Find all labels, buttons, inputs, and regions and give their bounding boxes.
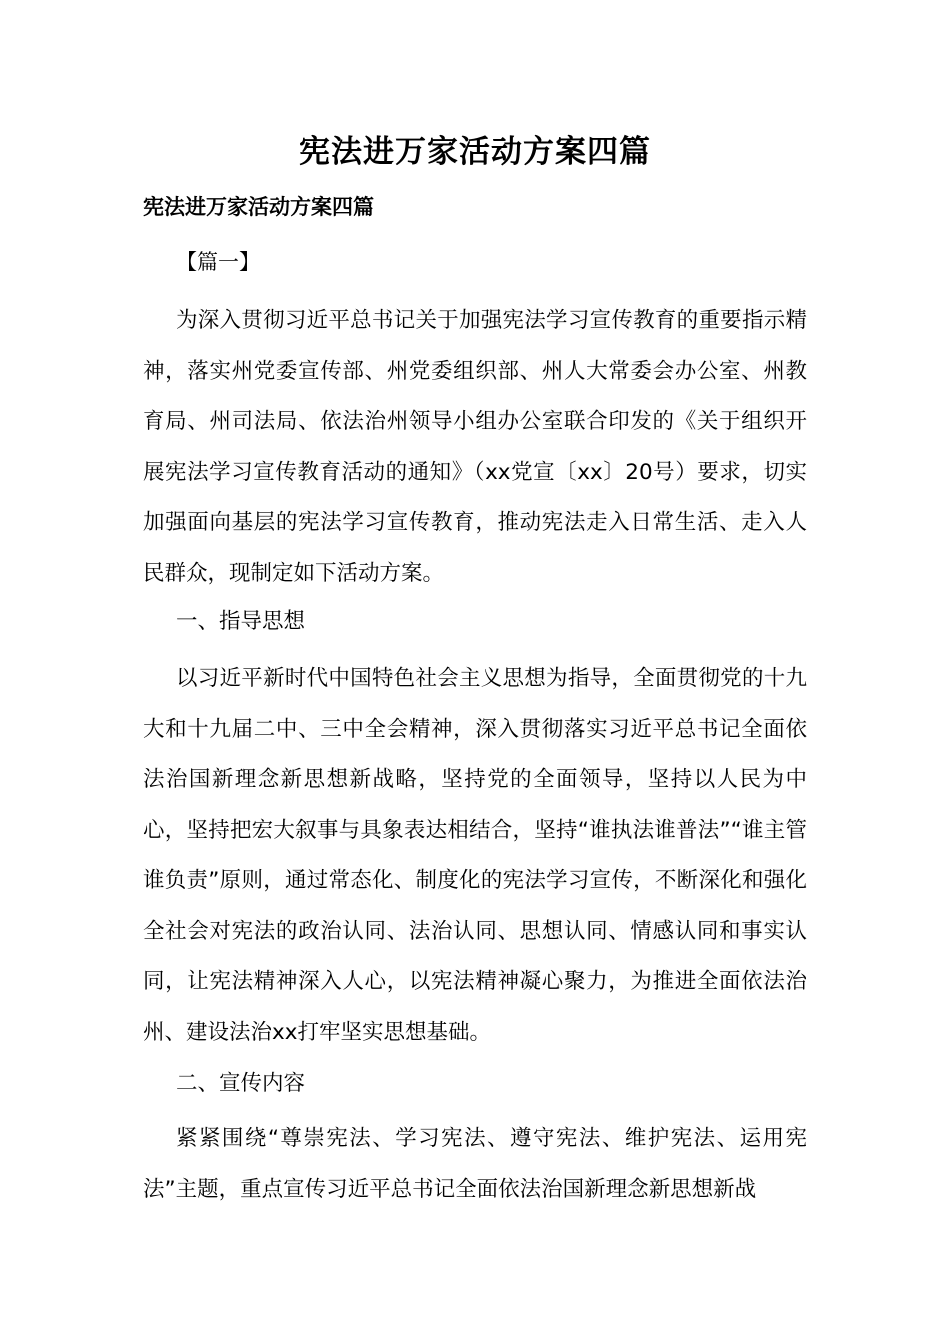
paragraph-intro: 为深入贯彻习近平总书记关于加强宪法学习宣传教育的重要指示精神，落实州党委宣传部、州党委组织部、州人大常委会办公室、州教育局、州司法局、依法治州领导小组办公室联合印发的《关于组织开展宪法学习宣传教育活动的通知》（xx党宣〔xx〕20号）要求，切实加强面向基层的宪法学习宣传教育，推动宪法走入日常生活、走入人民群众，现制定如下活动方案。 [143,308,807,586]
paragraph-guiding-ideology: 以习近平新时代中国特色社会主义思想为指导，全面贯彻党的十九大和十九届二中、三中全会精神，深入贯彻落实习近平总书记全面依法治国新理念新思想新战略，坚持党的全面领导，坚持以人民为中心，坚持把宏大叙事与具象表达相结合，坚持“谁执法谁普法”“谁主管谁负责”原则，通过常态化、制度化的宪法学习宣传，不断深化和强化全社会对宪法的政治认同、法治认同、思想认同、情感认同和事实认同，让宪法精神深入人心，以宪法精神凝心聚力，为推进全面依法治州、建设法治xx打牢坚实思想基础。 [143,666,807,1045]
document-subtitle: 宪法进万家活动方案四篇 [143,195,374,219]
heading-guiding-ideology: 一、指导思想 [176,609,306,634]
section-label: 【篇一】 [176,250,260,274]
heading-publicity-content: 二、宣传内容 [176,1071,306,1096]
paragraph-publicity-content: 紧紧围绕“尊崇宪法、学习宪法、遵守宪法、维护宪法、运用宪法”主题，重点宣传习近平总书记全面依法治国新理念新思想新战 [143,1126,807,1202]
document-title: 宪法进万家活动方案四篇 [299,134,651,170]
